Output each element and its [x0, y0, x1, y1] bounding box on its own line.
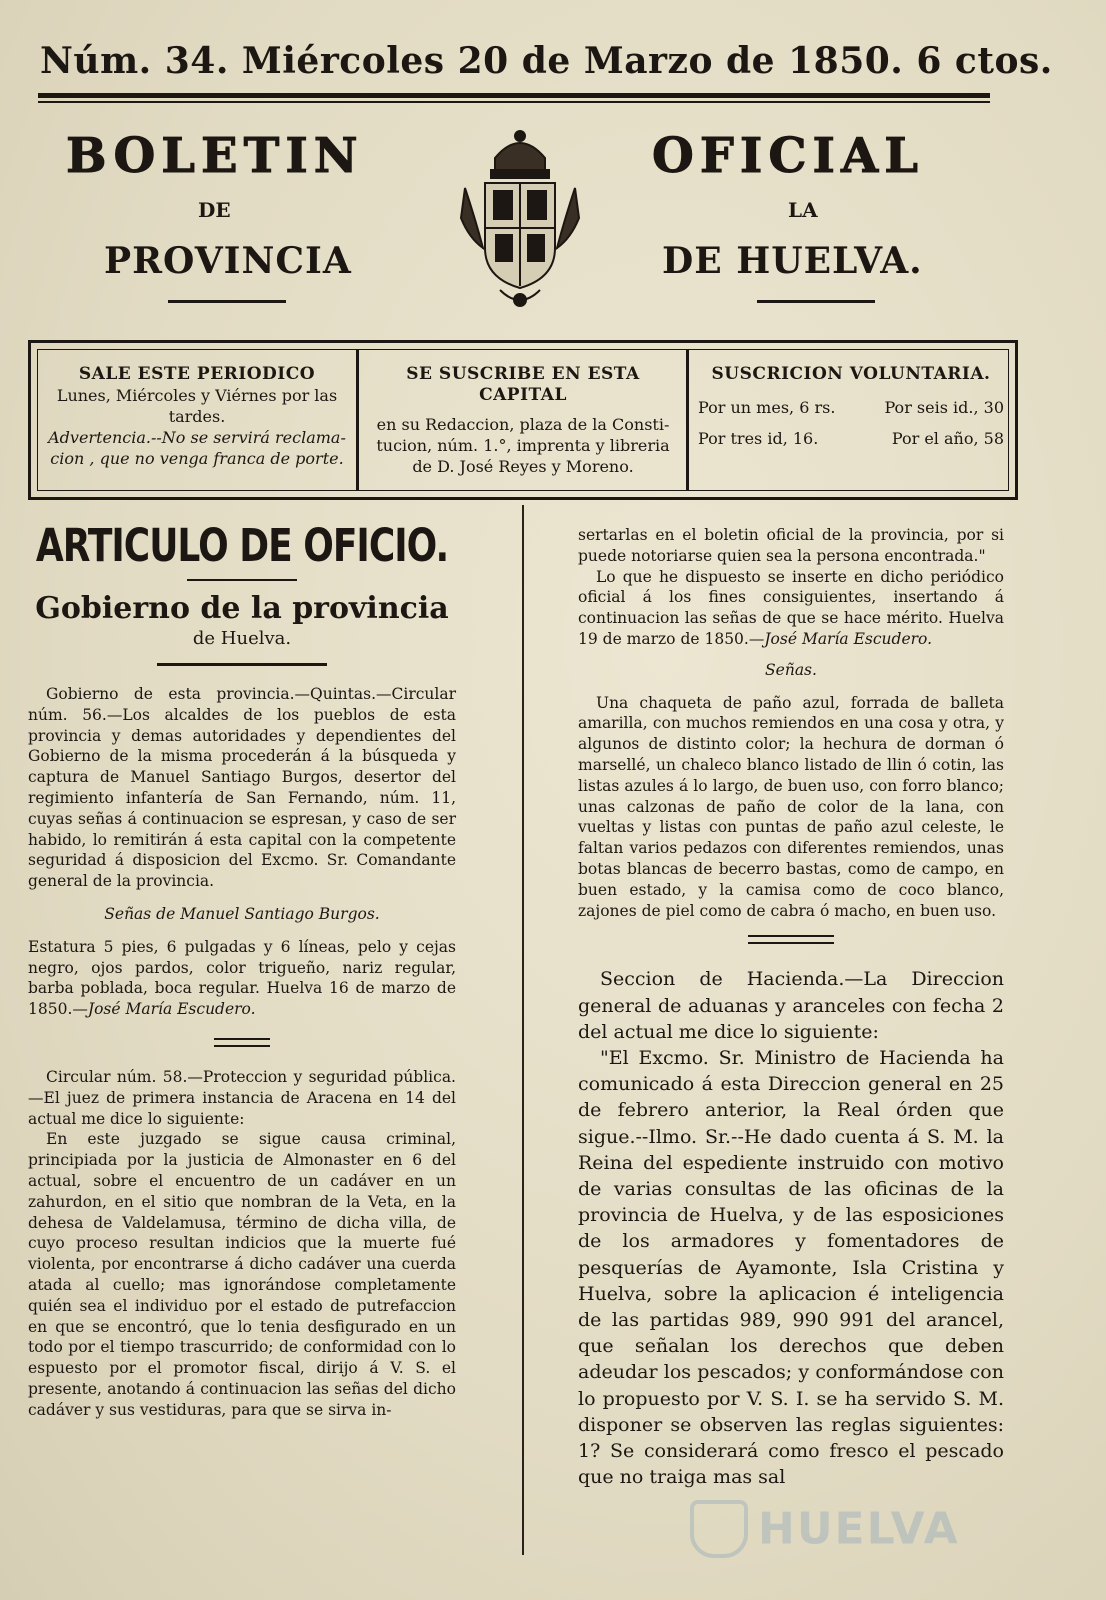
price-item: Por un mes, 6 rs.	[698, 398, 836, 417]
clothing-description: Una chaqueta de paño azul, forrada de balleta amarilla, con muchos remiendos en una cosa y otra, y algunos de distinto color; la hechura de dorman ó marsellé, un chaleco blanco listado de llin ó cotin, las listas azules á lo largo, de buen uso, con forro blanco; unas calzonas de paño de color de la lana, con vueltas y listas con puntas de paño azul celeste, le faltan varios pedazos con diferentes remiendos, unas botas blancas de becerro bastas, como de campo, en buen estado, y la camisa como de coco blanco, zajones de piel como de cabra ó macho, en buen uso.	[578, 693, 1004, 920]
top-rule-thick	[38, 93, 990, 98]
prices-heading: SUSCRICION VOLUNTARIA.	[711, 364, 991, 384]
circular-56-paragraph: Gobierno de esta provincia.—Quintas.—Circular núm. 56.—Los alcaldes de los pueblos de esta provincia y demas autoridades y dependientes del Gobierno de la misma procederán á la búsqueda y captura de Manuel Santiago Burgos, desertor del regimiento infantería de San Fernando, núm. 11, cuyas señas á continuacion se espresan, y caso de ser habido, lo remitirán á esta capital con la competente seguridad á disposicion del Excmo. Sr. Comandante general de la provincia.	[28, 685, 456, 891]
info-col-prices	[692, 350, 1010, 490]
senas-heading: Señas.	[765, 660, 817, 679]
subscribe-line: en su Redaccion, plaza de la Consti-	[376, 415, 670, 434]
hacienda-paragraph: Seccion de Hacienda.—La Direccion general de aduanas y aranceles con fecha 2 del actual me dice lo siguiente:	[578, 968, 1004, 1043]
senas-heading: Señas de Manuel Santiago Burgos.	[104, 904, 380, 923]
watermark-shield-icon	[690, 1500, 748, 1558]
top-rule-thin	[38, 101, 990, 103]
price-item: Por seis id., 30	[884, 398, 1004, 417]
coat-of-arms-icon	[455, 128, 585, 310]
advertencia-line: cion , que no venga franca de porte.	[50, 449, 344, 468]
huelva-watermark	[690, 1500, 1020, 1570]
subscribe-line: de D. José Reyes y Moreno.	[412, 457, 634, 476]
insert-order-paragraph	[578, 567, 1004, 650]
column-divider	[522, 505, 524, 1555]
ornament-divider	[187, 579, 297, 581]
watermark-text: HUELVA	[758, 1503, 960, 1555]
title-boletin: BOLETIN	[66, 128, 364, 184]
signature: —José María Escudero.	[748, 629, 933, 648]
section-heading: ARTICULO DE OFICIO.	[35, 520, 449, 573]
title-provincia: PROVINCIA	[104, 240, 352, 282]
insert-order-text: Lo que he dispuesto se inserte en dicho periódico oficial á los fines consiguientes, insertando á continuacion las señas de que se hace mérito. Huelva 19 de marzo de 1850.	[578, 567, 1004, 648]
info-col-schedule	[38, 350, 356, 490]
juzgado-paragraph: En este juzgado se sigue causa criminal, principiada por la justicia de Almonaster en 6 del actual, sobre el encuentro de un cadáver en un zahurdon, en el sitio que nombran de la Veta, en la dehesa de Valdelamusa, término de dicha villa, de cuyo proceso resultan indicios que la muerte fué violenta, por encontrarse á dicho cadáver una cuerda atada al cuello; mas ignorándose completamente quién sea el individuo por el estado de putrefaccion en que se encontró, que lo tenia desfigurado en un todo por el tiempo trascurrido; de conformidad con lo espuesto por el promotor fiscal, dirijo á V. S. el presente, anotando á continuacion las señas del dicho cadáver y sus vestiduras, para que se sirva in-	[28, 1130, 456, 1419]
title-de-huelva: DE HUELVA.	[662, 240, 923, 282]
subscription-info-box	[28, 340, 1018, 500]
title-oficial: OFICIAL	[652, 128, 924, 184]
circular-58-paragraph: Circular núm. 58.—Proteccion y seguridad pública.—El juez de primera instancia de Aracena en 14 del actual me dice lo siguiente:	[28, 1067, 456, 1128]
left-column	[28, 520, 456, 1421]
right-column	[578, 525, 1004, 1490]
subscribe-heading: SE SUSCRIBE EN ESTA CAPITAL	[406, 364, 640, 405]
description-paragraph	[28, 937, 456, 1020]
signature: —José María Escudero.	[72, 1000, 256, 1019]
schedule-line: tardes.	[168, 407, 226, 426]
info-separator	[686, 350, 689, 490]
gobierno-subtitle: de Huelva.	[192, 628, 292, 649]
info-separator	[356, 350, 359, 490]
ornament-divider	[748, 935, 834, 944]
gobierno-title: Gobierno de la provincia	[35, 591, 449, 626]
price-item: Por tres id, 16.	[698, 429, 819, 448]
description-text: Estatura 5 pies, 6 pulgadas y 6 líneas, pelo y cejas negro, ojos pardos, color trigueño, nariz regular, barba poblada, boca regular. Huelva 16 de marzo de 1850.	[28, 937, 456, 1019]
schedule-line: Lunes, Miércoles y Viérnes por las	[56, 386, 338, 405]
title-underline-left	[168, 300, 286, 303]
advertencia-line: Advertencia.--No se servirá reclama-	[48, 428, 346, 447]
info-col-subscribe	[362, 350, 684, 490]
subscribe-line: tucion, núm. 1.°, imprenta y libreria	[376, 436, 670, 455]
ornament-divider	[214, 1038, 270, 1047]
price-item: Por el año, 58	[891, 429, 1004, 448]
continuation-paragraph: sertarlas en el boletin oficial de la provincia, por si puede notoriarse quien sea la persona encontrada."	[578, 526, 1004, 565]
title-la: LA	[788, 198, 818, 222]
title-de: DE	[198, 198, 231, 222]
schedule-heading: SALE ESTE PERIODICO	[78, 364, 316, 384]
title-underline-right	[757, 300, 875, 303]
masthead-date-line: Núm. 34. Miércoles 20 de Marzo de 1850. 6 ctos.	[40, 40, 1053, 82]
title-rule	[157, 663, 327, 666]
real-orden-paragraph: "El Excmo. Sr. Ministro de Hacienda ha comunicado á esta Direccion general en 25 de febrero anterior, la Real órden que sigue.--Ilmo. Sr.--He dado cuenta á S. M. la Reina del espediente instruido con motivo de varias consultas de las oficinas de la provincia de Huelva, y de las esposiciones de los armadores y fomentadores de pesquerías de Ayamonte, Isla Cristina y Huelva, sobre la aplicacion é inteligencia de las partidas 989, 990 991 del arancel, que señalan los derechos que deben adeudar los pescados; y conformándose con lo propuesto por V. S. I. se ha servido S. M. disponer se observen las reglas siguientes: 1? Se considerará como fresco el pescado que no traiga mas sal	[578, 1046, 1004, 1489]
